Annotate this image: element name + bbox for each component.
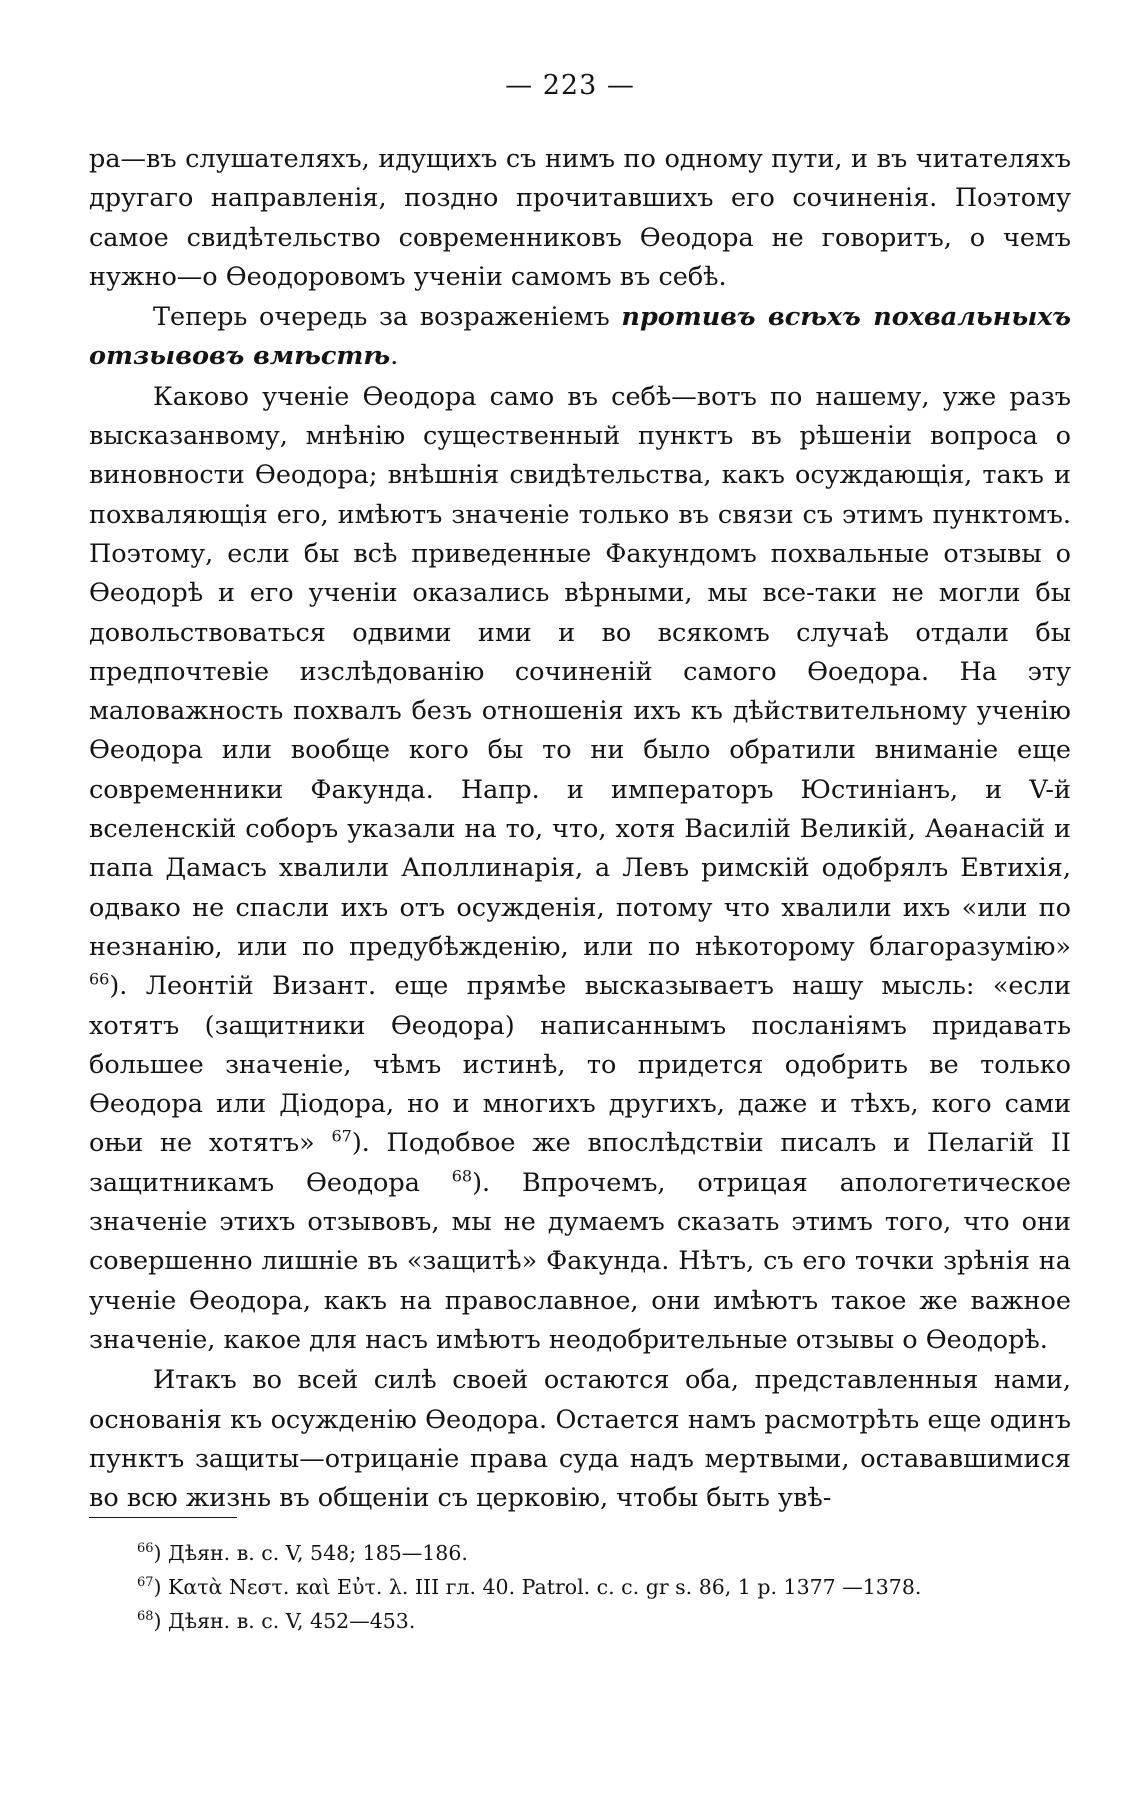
footnote-ref-67[interactable]: 67 xyxy=(331,1126,352,1146)
footnote-ref-68[interactable]: 68 xyxy=(451,1166,473,1186)
paragraph-2 xyxy=(89,298,1071,377)
footnote-68 xyxy=(89,1604,1071,1638)
paragraph-2-text: Теперь очередь за возраженіемъ xyxy=(153,302,622,333)
paragraph-2-end: . xyxy=(390,341,399,372)
main-text xyxy=(89,140,1071,1518)
footnote-text: ) Дѣян. в. с. V, 548; 185—186. xyxy=(153,1541,468,1565)
footnote-text: ) Дѣян. в. с. V, 452—453. xyxy=(153,1609,416,1633)
paragraph-4: Итакъ во всей силѣ своей остаются оба, представленныя нами, основанія къ осужденію Ѳеодора. Остается намъ расмотрѣть еще одинъ пунктъ защиты—отрицаніе права суда надъ мертвыми, остававшимися во всю жизнь въ общеніи съ церковію, чтобы быть увѣ- xyxy=(89,1365,1071,1514)
paragraph-3-segment: Каково ученіе Ѳеодора само въ себѣ—вотъ по нашему, уже разъ высказанвому, мнѣнію существенный пунктъ въ рѣшеніи вопроса о виновности Ѳеодора; внѣшнія свидѣтельства, какъ осуждающія, такъ и похваляющія его, имѣютъ значеніе только въ связи съ этимъ пунктомъ. Поэтому, если бы всѣ приведенные Факундомъ похвальные отзывы о Ѳеодорѣ и его ученіи оказались вѣрными, мы все-таки не могли бы довольствоваться одвими ими и во всякомъ случаѣ отдали бы предпочтевіе изслѣдованію сочиненій самого Ѳоедора. На эту маловажность похвалъ безъ отношенія ихъ къ дѣйствительному ученію Ѳеодора или вообще кого бы то ни было обратили вниманіе еще современники Факунда. Напр. и императоръ Юстиніанъ, и V-й вселенскій соборъ указали на то, что, хотя Василій Великій, Аѳанасій и папа Дамасъ хвалили Аполлинарія, а Левъ римскій одобрялъ Евтихія, одвако не спасли ихъ отъ осужденія, потому что хвалили ихъ «или по незнанію, или по предубѣжденію, или по нѣкоторому благоразумію» xyxy=(89,381,1071,962)
footnote-number: 66 xyxy=(137,1541,154,1557)
paragraph-3-segment: ). Подобвое же впослѣдствіи писалъ и Пелагій II защитникамъ Ѳеодора xyxy=(89,1128,1071,1198)
emphasized-phrase: противъ всѣхъ похвальныхъ отзывовъ вмѣстѣ xyxy=(89,302,1072,372)
footnote-text: ) Κατὰ Νεστ. καὶ Εὐτ. λ. III гл. 40. Patrol. c. c. gr s. 86, 1 p. 1377 —1378. xyxy=(153,1575,922,1599)
paragraph-3-segment: ). Впрочемъ, отрицая апологетическое значеніе этихъ отзывовъ, мы не думаемъ сказать этимъ того, что они совершенно лишніе въ «защитѣ» Факунда. Нѣтъ, съ его точки зрѣнія на ученіе Ѳеодора, какъ на православное, они имѣютъ такое же важное значеніе, какое для насъ имѣютъ неодобрительные отзывы о Ѳеодорѣ. xyxy=(89,1167,1071,1355)
paragraph-3 xyxy=(89,378,1071,1360)
footnote-67 xyxy=(89,1570,1071,1604)
footnote-divider xyxy=(89,1517,237,1518)
footnote-66 xyxy=(89,1536,1071,1570)
page-number: — 223 — xyxy=(505,70,635,101)
paragraph-1: ра—въ слушателяхъ, идущихъ съ нимъ по одному пути, и въ читателяхъ другаго направленія, поздно прочитавшихъ его сочиненія. Поэтому самое свидѣтельство современниковъ Ѳеодора не говоритъ, о чемъ нужно—о Ѳеодоровомъ ученіи самомъ въ себѣ. xyxy=(89,144,1071,292)
footnote-number: 67 xyxy=(137,1575,154,1591)
footnote-ref-66[interactable]: 66 xyxy=(89,969,110,989)
paragraph-3-segment: ). Леонтій Визант. еще прямѣе высказываетъ нашу мысль: «если хотятъ (защитники Ѳеодора) написаннымъ посланіямъ придавать большее значеніе, чѣмъ истинѣ, то придется одобрить ве только Ѳеодора или Діодора, но и многихъ другихъ, даже и тѣхъ, кого сами оњи не хотятъ» xyxy=(89,971,1071,1159)
footnote-number: 68 xyxy=(137,1609,154,1625)
footnotes xyxy=(89,1536,1071,1638)
